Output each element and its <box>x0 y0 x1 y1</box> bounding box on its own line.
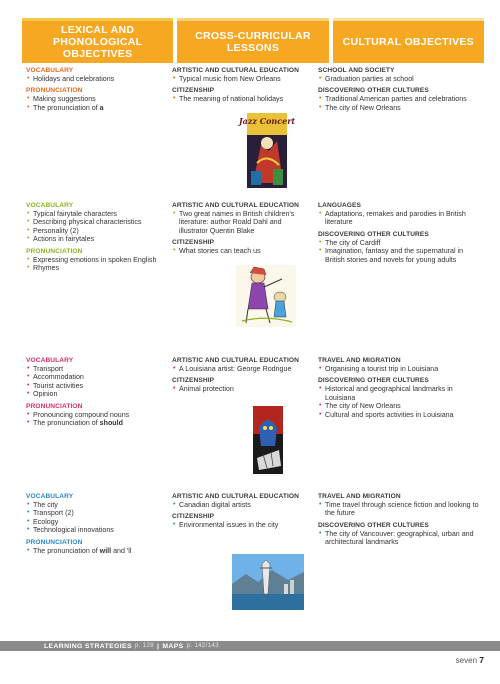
list-item <box>26 419 164 427</box>
fairytale-illustration-image <box>236 265 296 327</box>
list-item: • Pronouncing compound nouns <box>26 411 164 419</box>
section-title: DISCOVERING OTHER CULTURES <box>318 230 429 238</box>
list-item: • Personality (2) <box>26 227 164 235</box>
list-item: • Typical music from New Orleans <box>172 75 312 83</box>
unit-3-cultural-column <box>318 357 480 419</box>
header-lexical-phonological: LEXICAL AND PHONOLOGICAL OBJECTIVES <box>22 18 173 63</box>
section-title: PRONUNCIATION <box>26 87 83 95</box>
page-digit: 7 <box>479 655 484 665</box>
section-title: PRONUNCIATION <box>26 247 83 255</box>
page-number <box>456 655 484 665</box>
unit-2-cultural-column <box>318 202 480 264</box>
jazz-concert-poster-image <box>238 113 296 188</box>
unit-4-lexical-column <box>26 493 164 555</box>
list-item: • Adaptations, remakes and parodies in British literature <box>318 210 480 227</box>
list-item: • Expressing emotions in spoken English <box>26 256 164 264</box>
section-title: ARTISTIC AND CULTURAL EDUCATION <box>172 67 300 74</box>
learning-strategies-page: p. 128 <box>134 643 155 649</box>
list-item: • Transport (2) <box>26 509 164 517</box>
list-item: • Opinion <box>26 390 164 398</box>
list-item: • Ecology <box>26 518 164 526</box>
list-item: • Environmental issues in the city <box>172 521 312 529</box>
list-item: • Describing physical characteristics <box>26 218 164 226</box>
unit-1-lexical-column <box>26 67 164 112</box>
list-item: • The city of Vancouver: geographical, urban and architectural landmarks <box>318 530 480 547</box>
section-title: LANGUAGES <box>318 202 362 209</box>
section-title: VOCABULARY <box>26 67 74 74</box>
section-title: PRONUNCIATION <box>26 402 83 410</box>
list-item: • Accommodation <box>26 373 164 381</box>
unit-4-cultural-column <box>318 493 480 547</box>
page-word: seven <box>455 656 478 665</box>
section-title: VOCABULARY <box>26 202 74 209</box>
section-title: DISCOVERING OTHER CULTURES <box>318 377 429 385</box>
list-item: • Canadian digital artists <box>172 501 312 509</box>
vancouver-photo-image <box>232 554 304 610</box>
header-cross-curricular: CROSS-CURRICULAR LESSONS <box>177 18 328 63</box>
unit-3-cross-curricular-column <box>172 357 312 394</box>
item-text: The pronunciation of <box>33 103 98 112</box>
footer-links <box>0 643 219 650</box>
list-item <box>26 547 164 555</box>
section-title: TRAVEL AND MIGRATION <box>318 357 401 364</box>
list-item: • Imagination, fantasy and the supernatural in British stories and novels for young adults <box>318 247 480 264</box>
section-title: ARTISTIC AND CULTURAL EDUCATION <box>172 357 300 364</box>
poster-title: Jazz Concert <box>238 116 296 126</box>
section-title: VOCABULARY <box>26 357 74 364</box>
item-text-extra: and 'll <box>111 546 132 555</box>
list-item: • Technological innovations <box>26 526 164 534</box>
item-bold: will <box>99 546 112 555</box>
list-item: • Traditional American parties and celebrations <box>318 95 480 103</box>
learning-strategies-label: LEARNING STRATEGIES <box>44 642 132 650</box>
unit-1-cross-curricular-column <box>172 67 312 104</box>
list-item: • Time travel through science fiction and looking to the future <box>318 501 480 518</box>
list-item: • The meaning of national holidays <box>172 95 312 103</box>
section-title: SCHOOL AND SOCIETY <box>318 67 395 74</box>
list-item: • Cultural and sports activities in Louisiana <box>318 411 480 419</box>
list-item: • The city of Cardiff <box>318 239 480 247</box>
section-title: CITIZENSHIP <box>172 87 215 95</box>
list-item: • Tourist activities <box>26 382 164 390</box>
header-cultural: CULTURAL OBJECTIVES <box>333 18 484 63</box>
footer-bar <box>0 641 500 651</box>
list-item: • The city of New Orleans <box>318 104 480 112</box>
list-item: • The city of New Orleans <box>318 402 480 410</box>
section-title: ARTISTIC AND CULTURAL EDUCATION <box>172 493 300 500</box>
section-title: VOCABULARY <box>26 493 74 500</box>
section-title: PRONUNCIATION <box>26 538 83 546</box>
blue-dog-painting-image <box>253 406 283 474</box>
maps-label: MAPS <box>162 642 184 650</box>
list-item: • Transport <box>26 365 164 373</box>
item-bold: should <box>99 419 123 428</box>
list-item: • What stories can teach us <box>172 247 312 255</box>
list-item: • Graduation parties at school <box>318 75 480 83</box>
list-item: • Animal protection <box>172 385 312 393</box>
item-text: The pronunciation of <box>33 546 98 555</box>
list-item: • Holidays and celebrations <box>26 75 164 83</box>
section-title: ARTISTIC AND CULTURAL EDUCATION <box>172 202 300 209</box>
section-title: CITIZENSHIP <box>172 377 215 385</box>
list-item: • Historical and geographical landmarks in Louisiana <box>318 385 480 402</box>
unit-3-lexical-column <box>26 357 164 427</box>
item-bold: a <box>99 103 104 112</box>
section-title: CITIZENSHIP <box>172 239 215 247</box>
list-item: • Organising a tourist trip in Louisiana <box>318 365 480 373</box>
maps-page: p. 142/143 <box>186 643 219 649</box>
list-item <box>26 104 164 112</box>
list-item: • Making suggestions <box>26 95 164 103</box>
list-item: • A Louisiana artist: George Rodrigue <box>172 365 312 373</box>
footer-separator: | <box>157 642 160 650</box>
unit-2-cross-curricular-column <box>172 202 312 256</box>
list-item: • Rhymes <box>26 264 164 272</box>
section-title: TRAVEL AND MIGRATION <box>318 493 401 500</box>
unit-1-cultural-column <box>318 67 480 112</box>
unit-4-cross-curricular-column <box>172 493 312 530</box>
section-title: DISCOVERING OTHER CULTURES <box>318 87 429 95</box>
section-title: CITIZENSHIP <box>172 513 215 521</box>
table-header <box>22 18 484 63</box>
item-text: The pronunciation of <box>33 419 98 428</box>
list-item: • Typical fairytale characters <box>26 210 164 218</box>
list-item: • Two great names in British children's literature: author Roald Dahl and illustrator Quentin Blake <box>172 210 312 235</box>
list-item: • The city <box>26 501 164 509</box>
list-item: • Actions in fairytales <box>26 235 164 243</box>
unit-2-lexical-column <box>26 202 164 272</box>
section-title: DISCOVERING OTHER CULTURES <box>318 521 429 529</box>
